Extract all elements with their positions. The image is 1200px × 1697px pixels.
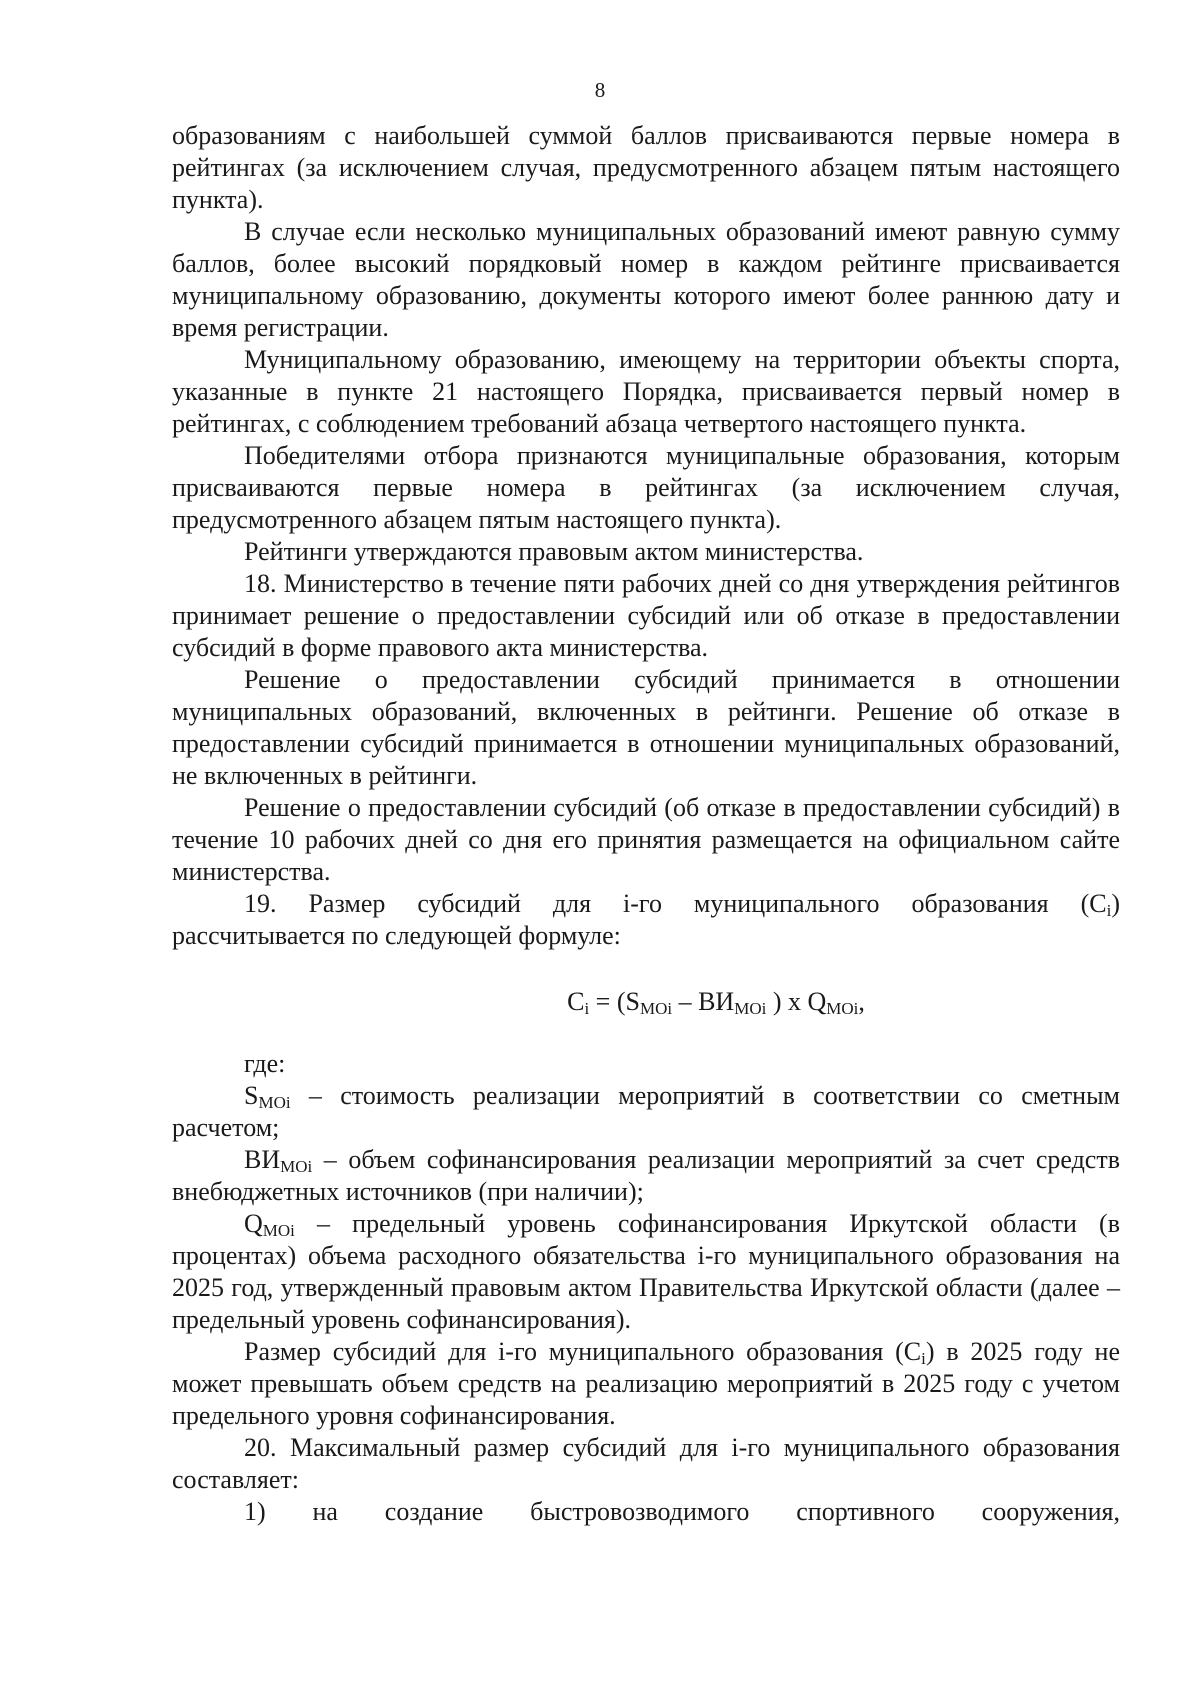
definition-vimoi bbox=[172, 1144, 1120, 1208]
formula-end: , bbox=[858, 987, 865, 1016]
qmoi-symbol: Q bbox=[244, 1209, 263, 1238]
vimoi-symbol: ВИ bbox=[244, 1145, 281, 1174]
formula-q-subscript: MOi bbox=[826, 999, 859, 1018]
paragraph-clause-19 bbox=[172, 888, 1120, 952]
paragraph-8: Решение о предоставлении субсидий (об отказе в предоставлении субсидий) в течение 10 рабочих дней со дня его принятия размещается на официальном сайте министерства. bbox=[172, 793, 1120, 886]
smoi-subscript: MOi bbox=[258, 1093, 291, 1112]
smoi-text: – стоимость реализации мероприятий в соответствии со сметным расчетом; bbox=[172, 1081, 1120, 1142]
smoi-symbol: S bbox=[244, 1081, 259, 1110]
paragraph-1: образованиям с наибольшей суммой баллов присваиваются первые номера в рейтингах (за исключением случая, предусмотренного абзацем пятым настоящего пункта). bbox=[172, 121, 1120, 214]
p10-text-a: Размер субсидий для i-го муниципального образования (C bbox=[244, 1337, 922, 1366]
page-number: 8 bbox=[594, 78, 606, 102]
p10-text-b: ) в 2025 году не может превышать объем средств на реализацию мероприятий в 2025 году с учетом предельного уровня софинансирования. bbox=[172, 1337, 1120, 1430]
document-body bbox=[172, 120, 1120, 1528]
paragraph-5: Рейтинги утверждаются правовым актом министерства. bbox=[244, 537, 864, 566]
definition-smoi bbox=[172, 1080, 1120, 1144]
paragraph-clause-20: 20. Максимальный размер субсидий для i-го муниципального образования составляет: bbox=[172, 1433, 1120, 1494]
where-label: где: bbox=[244, 1049, 286, 1078]
formula-vi: – ВИ bbox=[672, 987, 735, 1016]
p10-subscript: i bbox=[921, 1349, 926, 1368]
vimoi-text: – объем софинансирования реализации мероприятий за счет средств внебюджетных источников (при наличии); bbox=[172, 1145, 1120, 1206]
formula-vi-subscript: MOi bbox=[734, 999, 767, 1018]
paragraph-item-1: 1) на создание быстровозводимого спортивного сооружения, bbox=[244, 1497, 1120, 1526]
formula-c: C bbox=[567, 987, 585, 1016]
qmoi-text: – предельный уровень софинансирования Иркутской области (в процентах) объема расходного обязательства i-го муниципального образования на 2025 год, утвержденный правовым актом Правительства Иркутской области (далее – предельный уровень софинансирования). bbox=[172, 1209, 1120, 1334]
formula-q: ) x Q bbox=[766, 987, 827, 1016]
formula-s: = (S bbox=[589, 987, 640, 1016]
paragraph-7: Решение о предоставлении субсидий принимается в отношении муниципальных образований, включенных в рейтинги. Решение об отказе в предоставлении субсидий принимается в отношении муниципальных образований, не включенных в рейтинги. bbox=[172, 665, 1120, 790]
clause-19-text-b: ) рассчитывается по следующей формуле: bbox=[172, 889, 1120, 950]
paragraph-clause-18: 18. Министерство в течение пяти рабочих дней со дня утверждения рейтингов принимает решение о предоставлении субсидий или об отказе в предоставлении субсидий в форме правового акта министерства. bbox=[172, 569, 1120, 662]
clause-19-subscript: i bbox=[1106, 901, 1112, 920]
formula-s-subscript: MOi bbox=[639, 999, 673, 1018]
clause-19-text-a: 19. Размер субсидий для i-го муниципального образования (C bbox=[244, 889, 1107, 918]
paragraph-10 bbox=[172, 1336, 1120, 1432]
paragraph-2: В случае если несколько муниципальных образований имеют равную сумму баллов, более высокий порядковый номер в каждом рейтинге присваивается муниципальному образованию, документы которого имеют более раннюю дату и время регистрации. bbox=[172, 217, 1120, 342]
paragraph-3: Муниципальному образованию, имеющему на территории объекты спорта, указанные в пункте 21 настоящего Порядка, присваивается первый номер в рейтингах, с соблюдением требований абзаца четвертого настоящего пункта. bbox=[172, 345, 1120, 438]
vimoi-subscript: MOi bbox=[280, 1157, 313, 1176]
formula-c-subscript: i bbox=[584, 999, 590, 1018]
subsidy-formula bbox=[172, 986, 1120, 1018]
definition-qmoi bbox=[172, 1208, 1120, 1336]
paragraph-4: Победителями отбора признаются муниципальные образования, которым присваиваются первые номера в рейтингах (за исключением случая, предусмотренного абзацем пятым настоящего пункта). bbox=[172, 441, 1120, 534]
qmoi-subscript: MOi bbox=[262, 1221, 295, 1240]
